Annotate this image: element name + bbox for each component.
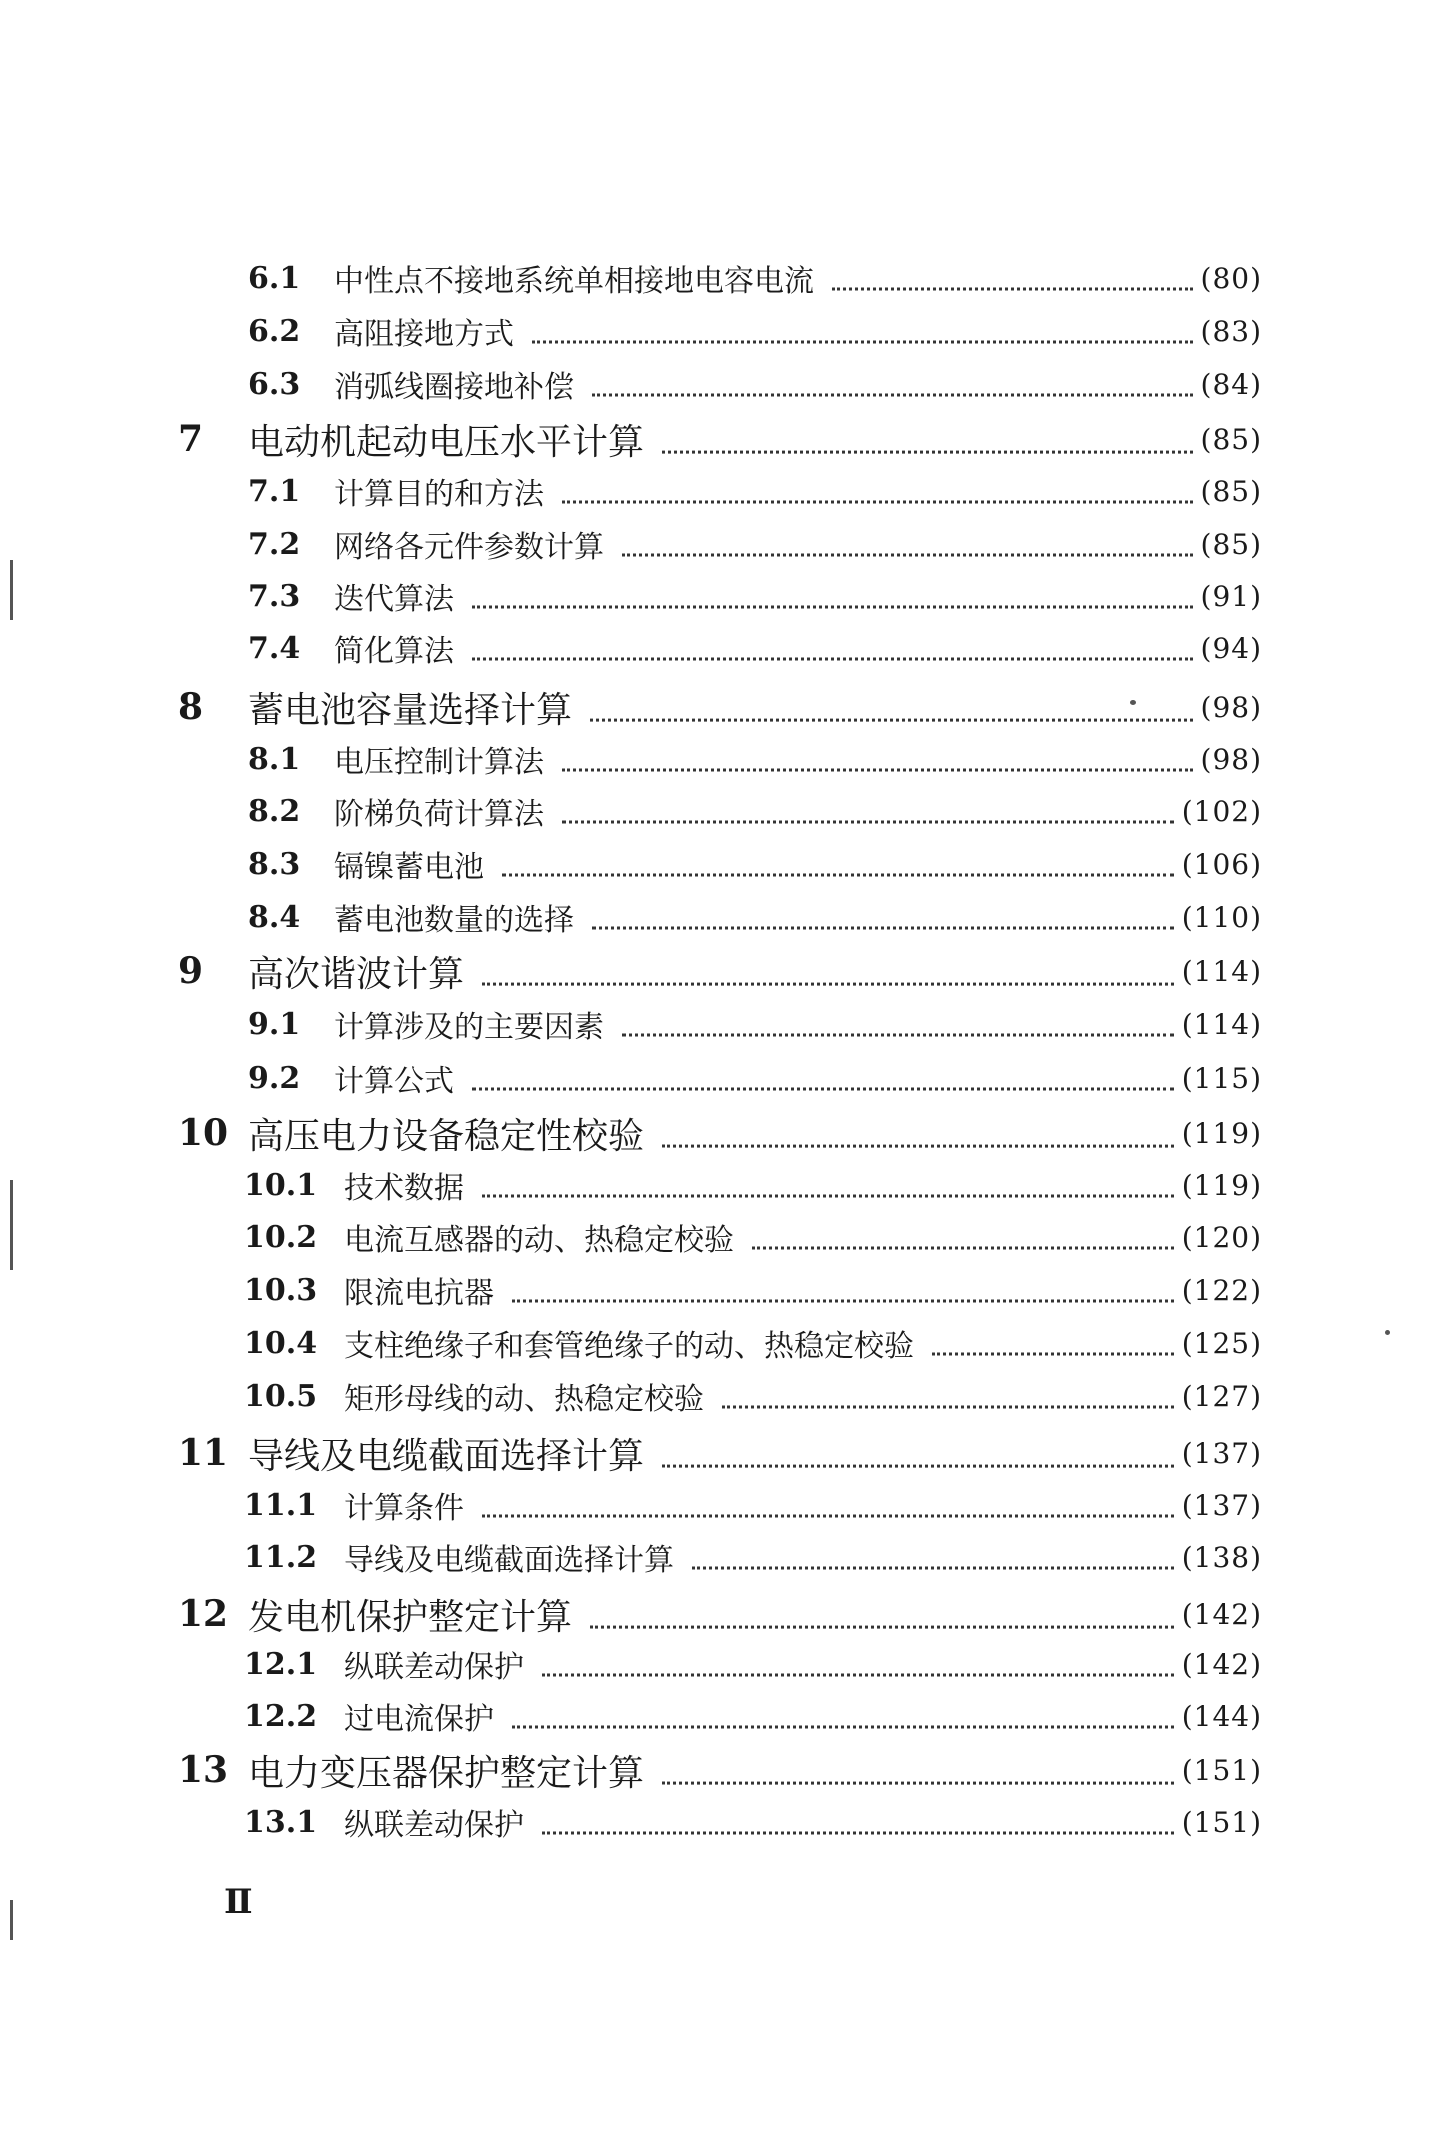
toc-section-entry bbox=[248, 520, 1262, 568]
entry-page-number: (94) bbox=[1200, 631, 1262, 665]
entry-number: 7.1 bbox=[248, 473, 301, 509]
entry-page-number: (83) bbox=[1200, 314, 1262, 348]
entry-number: 9.2 bbox=[248, 1060, 301, 1096]
entry-page-number: (102) bbox=[1181, 794, 1262, 828]
dot-leader bbox=[592, 896, 1174, 929]
entry-title: 简化算法 bbox=[334, 634, 454, 669]
dot-leader bbox=[482, 946, 1174, 985]
entry-page-number: (91) bbox=[1200, 579, 1262, 613]
entry-title: 消弧线圈接地补偿 bbox=[334, 370, 574, 405]
dot-leader bbox=[662, 414, 1193, 453]
dot-leader bbox=[662, 1428, 1174, 1467]
toc-section-entry bbox=[244, 1640, 1262, 1688]
entry-page-number: (151) bbox=[1181, 1805, 1262, 1839]
entry-title: 发电机保护整定计算 bbox=[248, 1596, 573, 1638]
dot-leader bbox=[512, 1269, 1174, 1302]
entry-page-number: (138) bbox=[1181, 1540, 1262, 1574]
entry-page-number: (151) bbox=[1181, 1753, 1262, 1787]
entry-page-number: (114) bbox=[1181, 954, 1262, 988]
toc-section-entry bbox=[248, 1054, 1262, 1102]
entry-number: 8.1 bbox=[248, 741, 301, 777]
entry-title: 矩形母线的动、热稳定校验 bbox=[344, 1382, 704, 1417]
entry-title: 技术数据 bbox=[344, 1171, 464, 1206]
entry-page-number: (106) bbox=[1181, 847, 1262, 881]
entry-number: 13.1 bbox=[244, 1804, 318, 1840]
entry-number: 9 bbox=[178, 950, 204, 992]
toc-section-entry bbox=[244, 1266, 1262, 1314]
entry-title: 网络各元件参数计算 bbox=[334, 530, 604, 565]
entry-title: 电力变压器保护整定计算 bbox=[248, 1752, 645, 1794]
dot-leader bbox=[662, 1108, 1174, 1147]
toc-section-entry bbox=[248, 572, 1262, 620]
dot-leader bbox=[542, 1801, 1174, 1834]
entry-number: 10.4 bbox=[244, 1325, 318, 1361]
entry-number: 11.1 bbox=[244, 1487, 318, 1523]
dot-leader bbox=[932, 1322, 1174, 1355]
entry-title: 高次谐波计算 bbox=[248, 953, 465, 995]
entry-title: 导线及电缆截面选择计算 bbox=[248, 1435, 645, 1477]
scan-speck bbox=[10, 1180, 13, 1270]
entry-page-number: (127) bbox=[1181, 1379, 1262, 1413]
entry-number: 11 bbox=[178, 1432, 229, 1474]
dot-leader bbox=[832, 257, 1193, 290]
entry-number: 6.2 bbox=[248, 313, 301, 349]
scan-speck bbox=[1130, 700, 1136, 705]
entry-number: 10.2 bbox=[244, 1219, 318, 1255]
entry-page-number: (125) bbox=[1181, 1326, 1262, 1360]
toc-chapter-entry bbox=[178, 1743, 1262, 1797]
toc-chapter-entry bbox=[178, 944, 1262, 998]
entry-title: 蓄电池数量的选择 bbox=[334, 903, 574, 938]
scan-speck bbox=[10, 1900, 13, 1940]
entry-number: 10 bbox=[178, 1112, 229, 1154]
entry-number: 10.3 bbox=[244, 1272, 318, 1308]
entry-title: 支柱绝缘子和套管绝缘子的动、热稳定校验 bbox=[344, 1329, 914, 1364]
entry-page-number: (84) bbox=[1200, 367, 1262, 401]
entry-page-number: (98) bbox=[1200, 690, 1262, 724]
entry-title: 镉镍蓄电池 bbox=[334, 850, 484, 885]
toc-section-entry bbox=[248, 787, 1262, 835]
entry-title: 纵联差动保护 bbox=[344, 1808, 524, 1843]
page-folio: Ⅱ bbox=[224, 1882, 253, 1922]
toc-section-entry bbox=[244, 1692, 1262, 1740]
entry-number: 8.2 bbox=[248, 793, 301, 829]
dot-leader bbox=[472, 627, 1193, 660]
entry-page-number: (119) bbox=[1181, 1168, 1262, 1202]
entry-page-number: (142) bbox=[1181, 1647, 1262, 1681]
toc-section-entry bbox=[244, 1798, 1262, 1846]
dot-leader bbox=[562, 790, 1174, 823]
toc-chapter-entry bbox=[178, 1587, 1262, 1641]
dot-leader bbox=[722, 1375, 1174, 1408]
dot-leader bbox=[590, 1589, 1174, 1628]
toc-chapter-entry bbox=[178, 1106, 1262, 1160]
toc-section-entry bbox=[244, 1319, 1262, 1367]
dot-leader bbox=[592, 363, 1193, 396]
toc-section-entry bbox=[244, 1161, 1262, 1209]
entry-page-number: (114) bbox=[1181, 1007, 1262, 1041]
entry-title: 导线及电缆截面选择计算 bbox=[344, 1543, 674, 1578]
dot-leader bbox=[472, 575, 1193, 608]
dot-leader bbox=[482, 1164, 1174, 1197]
entry-title: 中性点不接地系统单相接地电容电流 bbox=[334, 264, 814, 299]
dot-leader bbox=[752, 1216, 1174, 1249]
entry-page-number: (85) bbox=[1200, 422, 1262, 456]
scan-speck bbox=[1385, 1330, 1390, 1335]
toc-section-entry bbox=[244, 1481, 1262, 1529]
entry-page-number: (137) bbox=[1181, 1436, 1262, 1470]
toc-section-entry bbox=[244, 1372, 1262, 1420]
entry-number: 10.5 bbox=[244, 1378, 318, 1414]
scan-speck bbox=[10, 560, 13, 620]
dot-leader bbox=[562, 470, 1193, 503]
toc-section-entry bbox=[248, 360, 1262, 408]
entry-number: 7.2 bbox=[248, 526, 301, 562]
toc-section-entry bbox=[248, 624, 1262, 672]
entry-page-number: (119) bbox=[1181, 1116, 1262, 1150]
toc-section-entry bbox=[244, 1213, 1262, 1261]
entry-page-number: (144) bbox=[1181, 1699, 1262, 1733]
entry-title: 过电流保护 bbox=[344, 1702, 494, 1737]
dot-leader bbox=[562, 738, 1193, 771]
entry-title: 计算条件 bbox=[344, 1491, 464, 1526]
entry-title: 电流互感器的动、热稳定校验 bbox=[344, 1223, 734, 1258]
entry-title: 蓄电池容量选择计算 bbox=[248, 689, 573, 731]
toc-chapter-entry bbox=[178, 412, 1262, 466]
entry-title: 计算涉及的主要因素 bbox=[334, 1010, 604, 1045]
toc-section-entry bbox=[248, 307, 1262, 355]
dot-leader bbox=[692, 1536, 1174, 1569]
entry-page-number: (120) bbox=[1181, 1220, 1262, 1254]
dot-leader bbox=[622, 523, 1193, 556]
dot-leader bbox=[532, 310, 1193, 343]
dot-leader bbox=[472, 1057, 1174, 1090]
entry-page-number: (98) bbox=[1200, 742, 1262, 776]
entry-page-number: (137) bbox=[1181, 1488, 1262, 1522]
toc-chapter-entry bbox=[178, 680, 1262, 734]
entry-title: 迭代算法 bbox=[334, 582, 454, 617]
entry-number: 12 bbox=[178, 1593, 229, 1635]
entry-number: 6.1 bbox=[248, 260, 301, 296]
entry-number: 9.1 bbox=[248, 1006, 301, 1042]
entry-page-number: (85) bbox=[1200, 527, 1262, 561]
dot-leader bbox=[502, 843, 1174, 876]
entry-number: 8.4 bbox=[248, 899, 301, 935]
toc-section-entry bbox=[248, 467, 1262, 515]
entry-title: 限流电抗器 bbox=[344, 1276, 494, 1311]
entry-title: 计算目的和方法 bbox=[334, 477, 544, 512]
entry-number: 8 bbox=[178, 686, 204, 728]
toc-section-entry bbox=[248, 1000, 1262, 1048]
entry-number: 7.4 bbox=[248, 630, 301, 666]
entry-title: 电压控制计算法 bbox=[334, 745, 544, 780]
toc-section-entry bbox=[248, 735, 1262, 783]
toc-section-entry bbox=[244, 1533, 1262, 1581]
entry-title: 纵联差动保护 bbox=[344, 1650, 524, 1685]
entry-number: 13 bbox=[178, 1749, 229, 1791]
toc-section-entry bbox=[248, 893, 1262, 941]
entry-number: 7 bbox=[178, 418, 204, 460]
entry-title: 计算公式 bbox=[334, 1064, 454, 1099]
dot-leader bbox=[512, 1695, 1174, 1728]
entry-page-number: (85) bbox=[1200, 474, 1262, 508]
entry-page-number: (142) bbox=[1181, 1597, 1262, 1631]
dot-leader bbox=[622, 1003, 1174, 1036]
entry-number: 12.1 bbox=[244, 1646, 318, 1682]
entry-page-number: (110) bbox=[1181, 900, 1262, 934]
entry-number: 6.3 bbox=[248, 366, 301, 402]
toc-section-entry bbox=[248, 254, 1262, 302]
entry-title: 高压电力设备稳定性校验 bbox=[248, 1115, 645, 1157]
entry-page-number: (115) bbox=[1181, 1061, 1262, 1095]
entry-number: 8.3 bbox=[248, 846, 301, 882]
dot-leader bbox=[590, 682, 1193, 721]
dot-leader bbox=[542, 1643, 1174, 1676]
entry-title: 电动机起动电压水平计算 bbox=[248, 421, 645, 463]
toc-section-entry bbox=[248, 840, 1262, 888]
dot-leader bbox=[662, 1745, 1174, 1784]
entry-number: 10.1 bbox=[244, 1167, 318, 1203]
entry-title: 高阻接地方式 bbox=[334, 317, 514, 352]
dot-leader bbox=[482, 1484, 1174, 1517]
entry-number: 7.3 bbox=[248, 578, 301, 614]
entry-number: 11.2 bbox=[244, 1539, 318, 1575]
entry-number: 12.2 bbox=[244, 1698, 318, 1734]
entry-page-number: (80) bbox=[1200, 261, 1262, 295]
entry-page-number: (122) bbox=[1181, 1273, 1262, 1307]
toc-chapter-entry bbox=[178, 1426, 1262, 1480]
entry-title: 阶梯负荷计算法 bbox=[334, 797, 544, 832]
